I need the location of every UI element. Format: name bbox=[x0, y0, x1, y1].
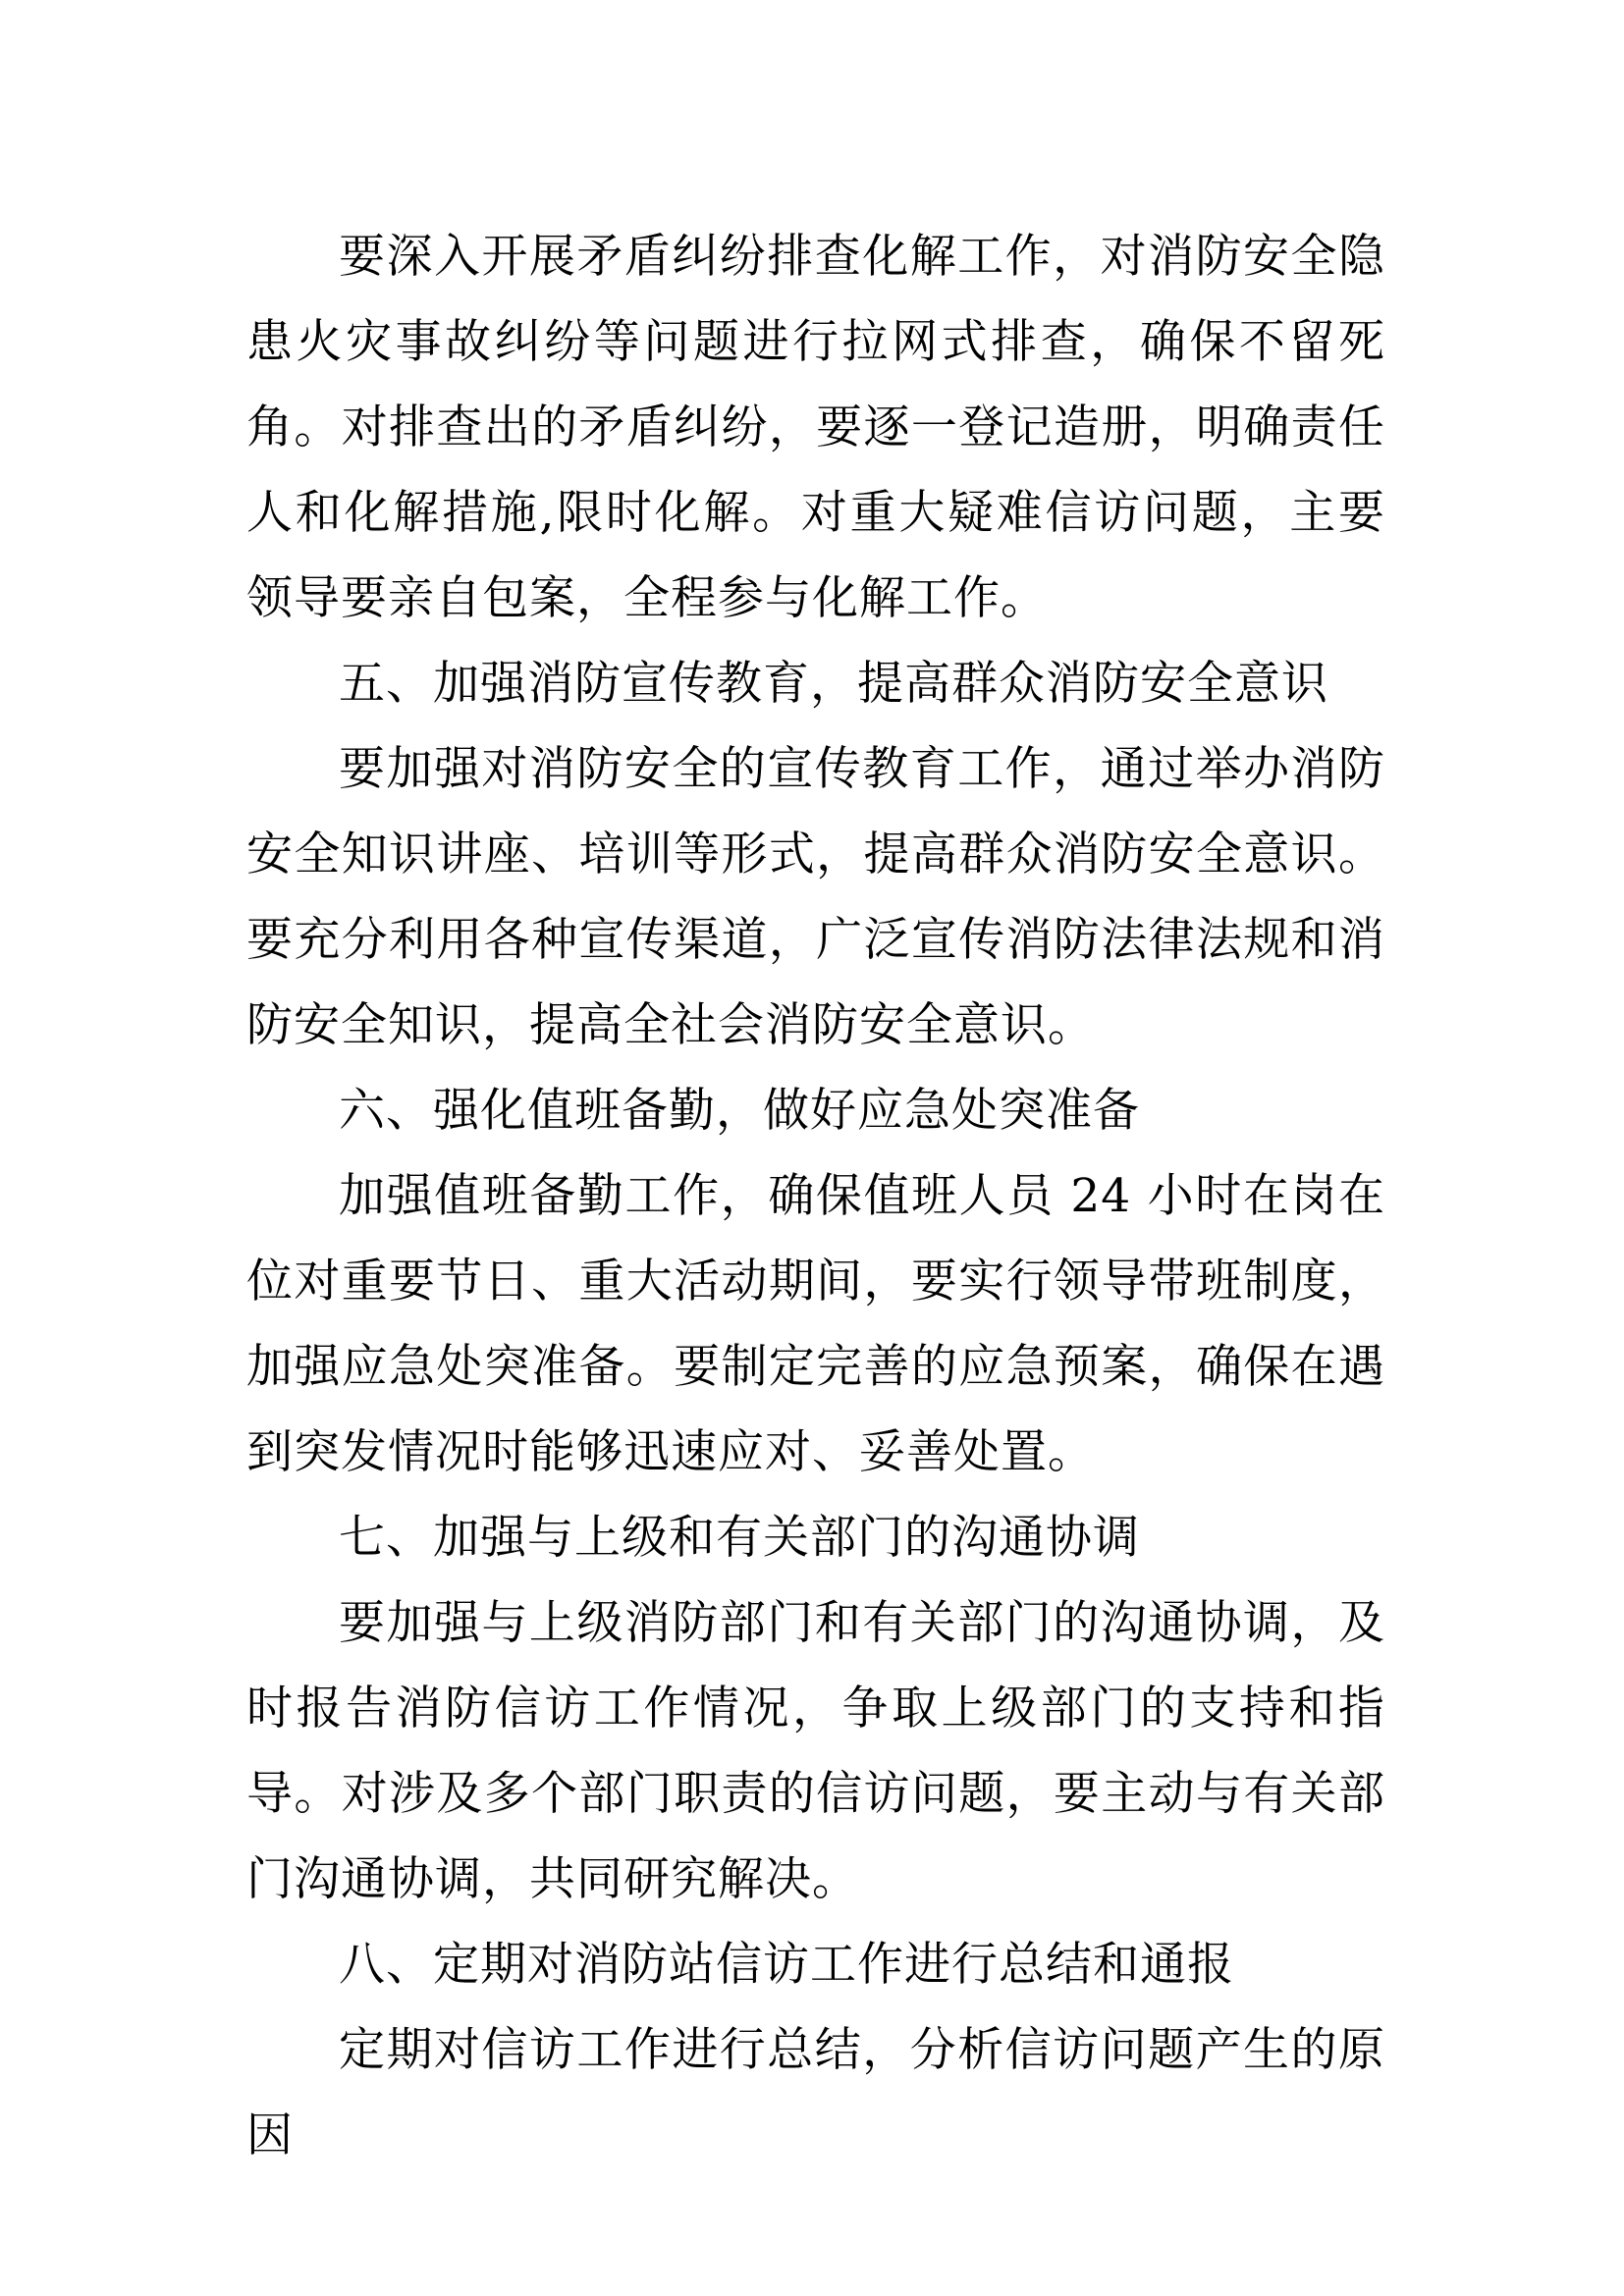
heading-section-5: 五、加强消防宣传教育，提高群众消防安全意识 bbox=[339, 657, 1328, 711]
document-body bbox=[246, 214, 1385, 2178]
heading-section-7: 七、加强与上级和有关部门的沟通协调 bbox=[339, 1511, 1140, 1565]
heading-section-6: 六、强化值班备勤，做好应急处突准备 bbox=[339, 1084, 1140, 1138]
paragraph-duty-standby: 加强值班备勤工作，确保值班人员 24 小时在岗在位对重要节日、重大活动期间，要实行领导带班制度，加强应急处突准备。要制定完善的应急预案，确保在遇到突发情况时能够迅速应对、妥善处置。 bbox=[246, 1169, 1385, 1479]
paragraph-publicity-education: 要加强对消防安全的宣传教育工作，通过举办消防安全知识讲座、培训等形式，提高群众消防安全意识。要充分利用各种宣传渠道，广泛宣传消防法律法规和消防安全知识，提高全社会消防安全意识。 bbox=[246, 742, 1385, 1052]
paragraph-coordination: 要加强与上级消防部门和有关部门的沟通协调，及时报告消防信访工作情况，争取上级部门的支持和指导。对涉及多个部门职责的信访问题，要主动与有关部门沟通协调，共同研究解决。 bbox=[246, 1596, 1385, 1906]
heading-section-8: 八、定期对消防站信访工作进行总结和通报 bbox=[339, 1938, 1234, 1992]
paragraph-summary-report: 定期对信访工作进行总结，分析信访问题产生的原因 bbox=[246, 2023, 1385, 2163]
paragraph-conflict-resolution: 要深入开展矛盾纠纷排查化解工作，对消防安全隐患火灾事故纠纷等问题进行拉网式排查，确保不留死角。对排查出的矛盾纠纷，要逐一登记造册，明确责任人和化解措施,限时化解。对重大疑难信访问题，主要领导要亲自包案，全程参与化解工作。 bbox=[246, 230, 1385, 625]
